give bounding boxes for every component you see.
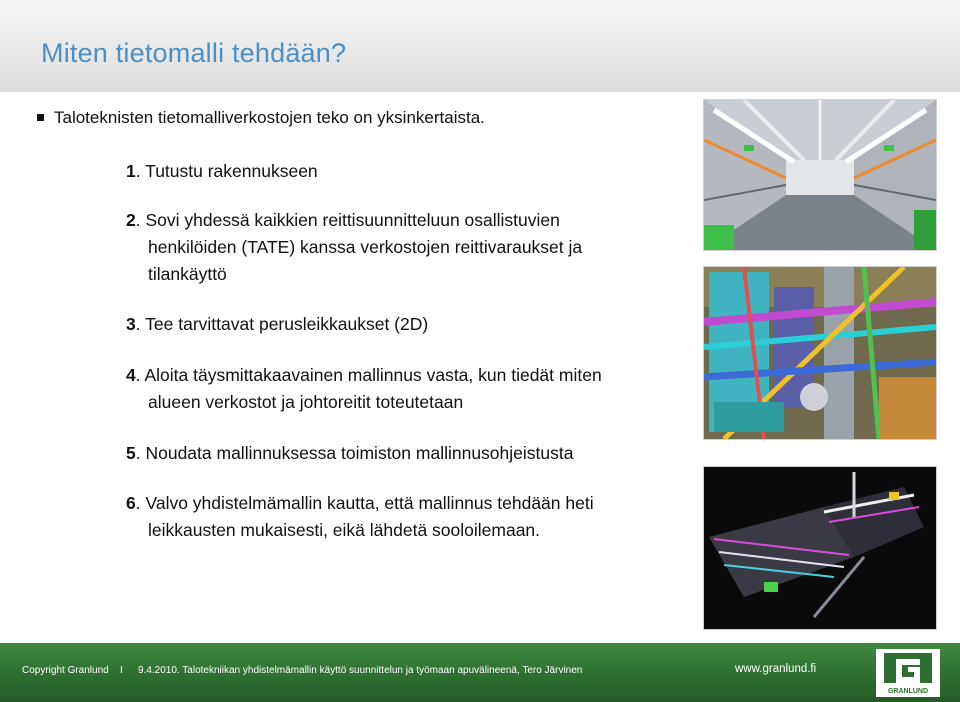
bim-pipes-image bbox=[703, 266, 937, 440]
step-text: alueen verkostot ja johtoreitit toteutetaan bbox=[148, 392, 464, 412]
step-2: 2. Sovi yhdessä kaikkien reittisuunnitteluun osallistuvien henkilöiden (TATE) kanssa verkostojen reittivaraukset ja tilankäyttö bbox=[126, 207, 582, 288]
granlund-logo bbox=[876, 649, 940, 697]
step-1: 1. Tutustu rakennukseen bbox=[126, 161, 318, 181]
footer-caption: 9.4.2010. Talotekniikan yhdistelmämallin käyttö suunnittelun ja työmaan apuvälineenä, Tero Järvinen bbox=[138, 665, 583, 676]
logo-text: GRANLUND bbox=[887, 688, 929, 695]
step-number: 6 bbox=[126, 493, 136, 513]
step-text: Tee tarvittavat perusleikkaukset (2D) bbox=[145, 314, 429, 334]
bim-overview-image bbox=[703, 466, 937, 630]
slide-title: Miten tietomalli tehdään? bbox=[41, 38, 347, 68]
footer-copyright: Copyright Granlund bbox=[22, 665, 109, 676]
step-6: 6. Valvo yhdistelmämallin kautta, että mallinnus tehdään heti leikkausten mukaisesti, eikä lähdetä sooloilemaan. bbox=[126, 490, 594, 544]
step-text: Valvo yhdistelmämallin kautta, että mallinnus tehdään heti bbox=[145, 493, 594, 513]
step-number: 5 bbox=[126, 443, 136, 463]
step-text: henkilöiden (TATE) kanssa verkostojen reittivaraukset ja bbox=[148, 237, 583, 257]
intro-bullet: Taloteknisten tietomalliverkostojen teko on yksinkertaista. bbox=[54, 108, 485, 127]
step-number: 2 bbox=[126, 210, 136, 230]
step-5: 5. Noudata mallinnuksessa toimiston mallinnusohjeistusta bbox=[126, 443, 574, 463]
bim-corridor-image bbox=[703, 99, 937, 251]
step-3: 3. Tee tarvittavat perusleikkaukset (2D) bbox=[126, 314, 429, 334]
step-4: 4. Aloita täysmittakaavainen mallinnus vasta, kun tiedät miten alueen verkostot ja johtoreitit toteutetaan bbox=[126, 362, 602, 416]
step-text: Tutustu rakennukseen bbox=[145, 161, 318, 181]
step-text: Sovi yhdessä kaikkien reittisuunnitteluun osallistuvien bbox=[145, 210, 560, 230]
footer-separator: I bbox=[120, 665, 123, 676]
step-number: 1 bbox=[126, 161, 136, 181]
step-number: 3 bbox=[126, 314, 136, 334]
step-text: Aloita täysmittakaavainen mallinnus vasta, kun tiedät miten bbox=[144, 365, 602, 385]
footer-website-link[interactable]: www.granlund.fi bbox=[735, 663, 817, 675]
step-text: leikkausten mukaisesti, eikä lähdetä sooloilemaan. bbox=[148, 520, 541, 540]
square-bullet-icon bbox=[37, 114, 44, 121]
step-text: Noudata mallinnuksessa toimiston mallinnusohjeistusta bbox=[145, 443, 574, 463]
step-number: 4 bbox=[126, 365, 136, 385]
step-text: tilankäyttö bbox=[148, 264, 227, 284]
